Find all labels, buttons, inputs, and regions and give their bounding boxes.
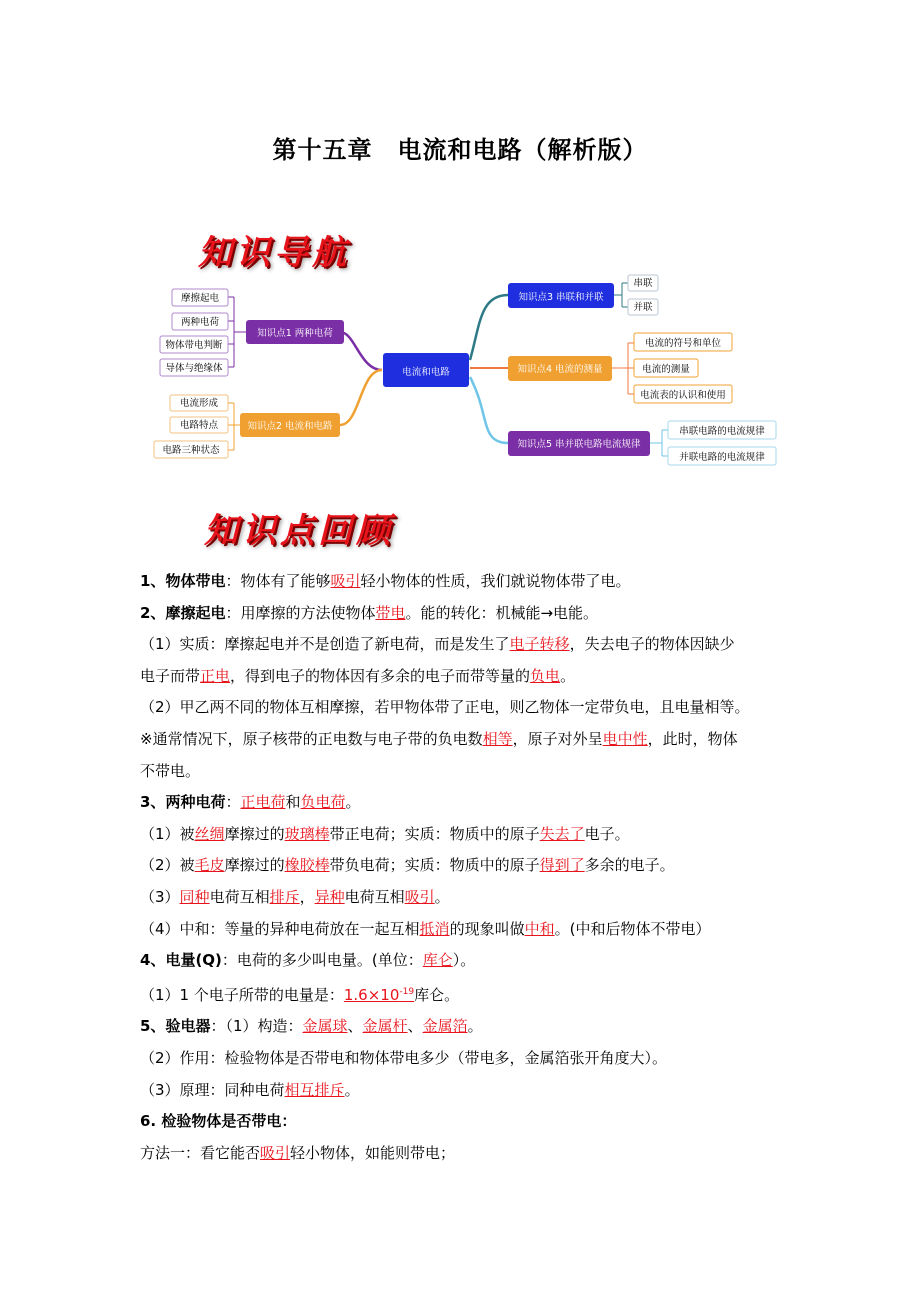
text-segment: 排斥: [269, 887, 300, 906]
text-segment: 相等: [482, 729, 513, 748]
text-segment: 摩擦过的: [224, 824, 285, 843]
text-segment: 6. 检验物体是否带电：: [140, 1112, 297, 1131]
text-segment: 得到了: [539, 856, 585, 875]
page-title: 第十五章 电流和电路（解析版）: [272, 136, 648, 164]
text-segment: 正电: [200, 666, 231, 685]
text-segment: 不带电。: [140, 761, 201, 780]
text-segment: （2）作用：检验物体是否带电和物体带电多少（带电多，金属箔张开角度大）。: [140, 1048, 668, 1067]
text-segment: 电子转移: [509, 635, 570, 654]
text-segment: 两种电荷: [165, 793, 226, 812]
mindmap-k1-item: 物体带电判断: [165, 340, 223, 351]
mindmap-k1-item: 两种电荷: [180, 317, 220, 328]
text-segment: 吸引: [404, 887, 435, 906]
mind-map: [150, 265, 800, 487]
text-segment: 电子。: [584, 824, 630, 843]
text-segment: ，: [299, 887, 315, 906]
text-segment: 的现象叫做: [449, 919, 525, 938]
mindmap-k5-item: 串联电路的电流规律: [679, 426, 765, 437]
line-9: [140, 819, 800, 851]
text-segment: 吸引: [260, 1143, 291, 1162]
line-19: [140, 1138, 800, 1170]
text-segment: -19: [399, 986, 415, 997]
text-segment: （4）中和：等量的异种电荷放在一起互相: [140, 919, 420, 938]
text-segment: 1.6×10: [343, 985, 400, 1004]
text-segment: ：: [225, 793, 241, 812]
mindmap-k5-item: 并联电路的电流规律: [679, 452, 765, 463]
text-segment: （1）实质：摩擦起电并不是创造了新电荷，而是发生了: [140, 635, 510, 654]
text-segment: 金属箔: [422, 1017, 468, 1036]
mindmap-k1-item: 导体与绝缘体: [165, 363, 223, 374]
text-segment: 。: [560, 666, 576, 685]
text-segment: ）。: [452, 951, 476, 970]
text-segment: 多余的电子。: [584, 856, 675, 875]
text-segment: ，此时，物体: [647, 729, 738, 748]
mindmap-center: 电流和电路: [402, 367, 450, 378]
text-segment: 负电: [530, 666, 561, 685]
text-segment: 库仑。: [414, 985, 460, 1004]
text-segment: ：电荷的多少叫电量。(单位：: [221, 951, 423, 970]
text-segment: 同种: [179, 887, 210, 906]
text-segment: 电子而带: [140, 666, 201, 685]
line-6: [140, 724, 800, 756]
mindmap-k2-item: 电流形成: [179, 398, 219, 409]
text-segment: 摩擦过的: [224, 856, 285, 875]
mindmap-k3-item: 串联: [633, 278, 653, 289]
text-segment: 库仑: [422, 951, 453, 970]
text-segment: （2）被: [140, 856, 195, 875]
text-segment: 轻小物体的性质，我们就说物体带了电。: [360, 572, 631, 590]
text-segment: （1）1 个电子所带的电量是：: [140, 985, 344, 1004]
text-segment: 金属杆: [362, 1017, 408, 1036]
line-4: [140, 661, 800, 693]
text-segment: 轻小物体，如能则带电；: [290, 1143, 456, 1162]
text-segment: （3）原理：同种电荷: [140, 1080, 285, 1099]
mindmap-k4-item: 电流的测量: [642, 364, 690, 375]
text-segment: 。: [345, 793, 361, 812]
line-11: [140, 882, 800, 914]
mindmap-k3-item: 并联: [633, 302, 653, 313]
text-segment: （1）被: [140, 824, 195, 843]
line-8: [140, 787, 800, 819]
text-segment: 、: [407, 1017, 423, 1036]
text-segment: 2、: [140, 603, 166, 622]
text-segment: 丝绸: [194, 824, 225, 843]
mindmap-k4-item: 电流表的认识和使用: [640, 390, 726, 401]
text-segment: 验电器: [165, 1017, 211, 1036]
text-segment: 中和: [524, 919, 555, 938]
text-segment: 。(中和后物体不带电）: [554, 919, 711, 938]
text-segment: 毛皮: [194, 856, 225, 875]
mindmap-topic-1: 知识点1 两种电荷: [257, 328, 333, 339]
text-segment: ，原子对外呈: [512, 729, 603, 748]
text-segment: 电量(Q): [165, 951, 222, 970]
mindmap-topic-5: 知识点5 串并联电路电流规律: [517, 439, 641, 450]
section-banner-review: 知识点回顾: [204, 511, 394, 551]
mindmap-topic-3: 知识点3 串联和并联: [518, 292, 604, 303]
text-segment: 异种: [314, 887, 345, 906]
line-18: [140, 1106, 800, 1138]
section-banner-navigation: 知识导航: [198, 233, 350, 273]
text-segment: ：物体有了能够: [225, 572, 331, 590]
mindmap-k4-item: 电流的符号和单位: [644, 338, 722, 349]
text-segment: 5、: [140, 1017, 166, 1036]
text-segment: ※通常情况下，原子核带的正电数与电子带的负电数: [140, 729, 483, 748]
mindmap-k2-item: 电路三种状态: [162, 445, 220, 456]
text-segment: 金属球: [302, 1017, 348, 1036]
line-10: [140, 850, 800, 882]
text-segment: ，失去电子的物体因缺少: [569, 635, 735, 654]
text-segment: ：用摩擦的方法使物体: [225, 603, 376, 622]
text-segment: 负电荷: [300, 793, 346, 812]
mindmap-topic-4: 知识点4 电流的测量: [517, 364, 603, 375]
text-segment: 吸引: [330, 572, 361, 590]
text-segment: 。能的转化：机械能→电能。: [405, 603, 599, 622]
line-17: [140, 1075, 800, 1107]
line-16: [140, 1043, 800, 1075]
text-segment: 正电荷: [240, 793, 286, 812]
text-segment: 带负电荷；实质：物质中的原子: [329, 856, 540, 875]
text-segment: 带电: [375, 603, 406, 622]
text-segment: 失去了: [539, 824, 585, 843]
text-segment: 和: [285, 793, 301, 812]
text-segment: 物体带电: [165, 572, 226, 590]
text-segment: 。: [467, 1017, 483, 1036]
text-segment: 方法一：看它能否: [140, 1143, 261, 1162]
line-7: [140, 756, 800, 788]
line-1: [140, 566, 800, 598]
text-segment: 1、: [140, 572, 166, 590]
text-segment: 电中性: [602, 729, 648, 748]
text-segment: （2）甲乙两不同的物体互相摩擦，若甲物体带了正电，则乙物体一定带负电，且电量相等。: [140, 698, 750, 717]
text-segment: ，得到电子的物体因有多余的电子而带等量的: [230, 666, 531, 685]
text-segment: 3、: [140, 793, 166, 812]
line-5: [140, 692, 800, 724]
content-body: [140, 566, 800, 1169]
text-segment: 。: [344, 1080, 360, 1099]
text-segment: 带正电荷；实质：物质中的原子: [329, 824, 540, 843]
mindmap-k1-item: 摩擦起电: [180, 293, 220, 304]
text-segment: 摩擦起电: [165, 603, 226, 622]
text-segment: 相互排斥: [284, 1080, 345, 1099]
line-12: [140, 914, 800, 946]
line-14: [140, 977, 800, 1012]
line-15: [140, 1011, 800, 1043]
text-segment: 4、: [140, 951, 166, 970]
text-segment: 电荷互相: [209, 887, 270, 906]
text-segment: ：（1）构造：: [210, 1017, 303, 1036]
line-3: [140, 629, 800, 661]
line-13: [140, 945, 800, 977]
text-segment: 玻璃棒: [284, 824, 330, 843]
text-segment: 电荷互相: [344, 887, 405, 906]
line-2: [140, 598, 800, 630]
text-segment: 橡胶棒: [284, 856, 330, 875]
text-segment: （3）: [140, 887, 180, 906]
mindmap-topic-2: 知识点2 电流和电路: [247, 421, 333, 432]
text-segment: 、: [347, 1017, 363, 1036]
text-segment: 。: [434, 887, 450, 906]
text-segment: 抵消: [419, 919, 450, 938]
mindmap-k2-item: 电路特点: [179, 420, 219, 431]
